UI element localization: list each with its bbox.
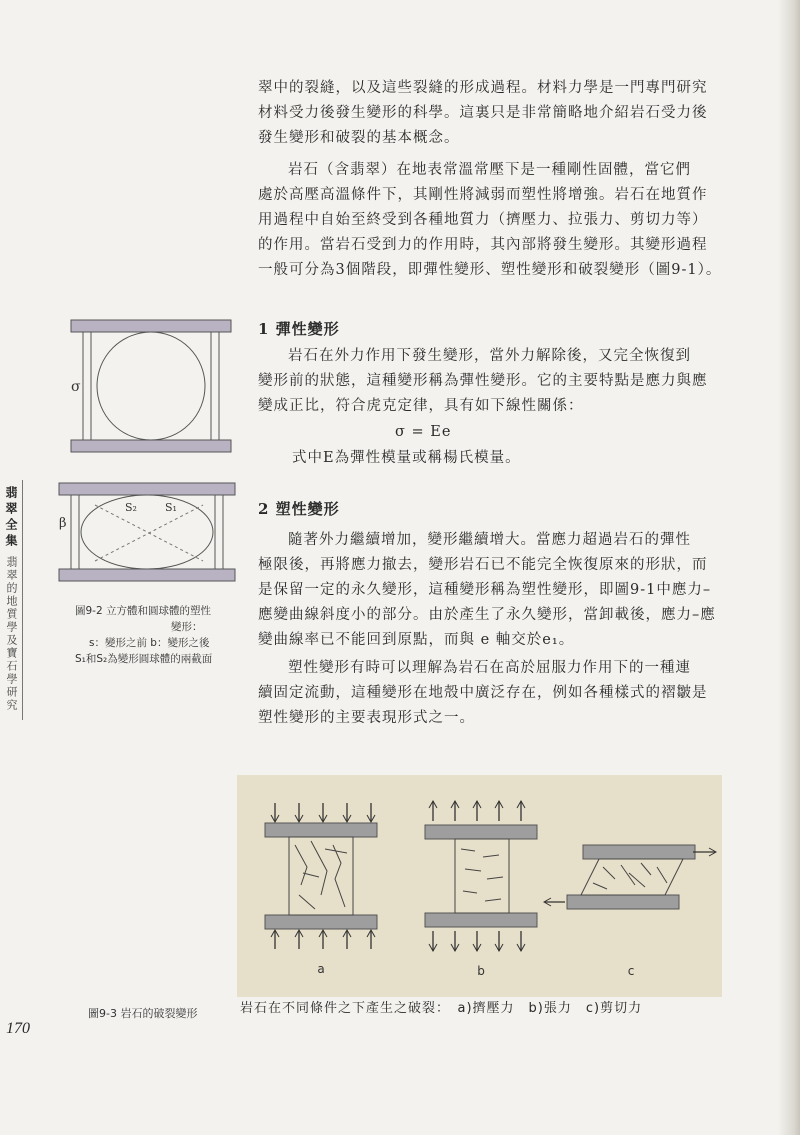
plastic-paragraph: 隨著外力繼續增加，變形繼續增大。當應力超過岩石的彈性 極限後，再將應力撤去，變形岩石已不能完全恢復原來的形狀，而 是保留一定的永久變形，這種變形稱為塑性變形，即圖9-1中應力– 應變曲線斜度小的部分。由於產生了永久變形，當卸載後，應力–應 變曲線率已不能回到原點，而與 e 軸交於e₁。 [258, 532, 716, 648]
page-gutter-shadow [778, 0, 800, 1135]
sidebar-book-title: 翡翠全集 [4, 486, 18, 550]
label-b: b [477, 964, 485, 978]
plastic-paragraph-2: 塑性變形有時可以理解為岩石在高於屈服力作用下的一種連 續固定流動，這種變形在地殼中廣泛存在，例如各種樣式的褶皺是 塑性變形的主要表現形式之一。 [258, 660, 708, 726]
sphere-before [97, 332, 205, 440]
c-bottom-plate [567, 895, 679, 909]
figure-9-2-caption: 圖9-2 立方體和圓球體的塑性 變形： s：變形之前 b：變形之後 S₁和S₂為變形圓球體的兩截面 [75, 605, 213, 665]
c-top-plate [583, 845, 695, 859]
figure-9-3-subtitle: 岩石在不同條件之下產生之破裂： a)擠壓力 b)張力 c)剪切力 [240, 1001, 643, 1016]
label-a: a [317, 962, 325, 976]
a-bottom-plate [265, 915, 377, 929]
cube-top-plate [71, 320, 231, 332]
figure-9-2-diagram [55, 315, 240, 590]
section-heading-elastic: 1 彈性變形 [258, 320, 340, 338]
beta-label: β [59, 516, 67, 531]
deformed-top-plate [59, 483, 235, 495]
figure-9-3-caption: 圖9-3 岩石的破裂變形 [88, 1007, 198, 1020]
elastic-paragraph: 岩石在外力作用下發生變形，當外力解除後，又完全恢復到 變形前的狀態，這種變形稱為彈性變形。它的主要特點是應力與應 變成正比，符合虎克定律，具有如下線性關係： [258, 348, 708, 414]
sidebar-divider [22, 480, 23, 720]
cube-bottom-plate [71, 440, 231, 452]
section-heading-plastic: 2 塑性變形 [258, 500, 340, 518]
b-top-plate [425, 825, 537, 839]
figure-9-3-diagram [237, 775, 722, 997]
rock-paragraph: 岩石（含翡翠）在地表常溫常壓下是一種剛性固體，當它們 處於高壓高溫條件下，其剛性將減弱而塑性將增強。岩石在地質作 用過程中自始至終受到各種地質力（擠壓力、拉張力、剪切力等） 的作用。當岩石受到力的作用時，其內部將發生變形。其變形過程 一般可分為3個階段，即彈性變形、塑性變形和破裂變形（圖9-1）。 [258, 162, 722, 278]
deformed-bottom-plate [59, 569, 235, 581]
a-top-plate [265, 823, 377, 837]
page-number: 170 [6, 1020, 30, 1037]
b-bottom-plate [425, 913, 537, 927]
sidebar-book-subtitle: 翡翠的地質學及寶石學研究 [5, 556, 18, 712]
hooke-formula: σ = Ee [395, 424, 452, 440]
formula-note: 式中E為彈性模量或稱楊氏模量。 [292, 450, 521, 466]
s1-label: S₁ [165, 501, 177, 514]
intro-paragraph: 翠中的裂縫，以及這些裂縫的形成過程。材料力學是一門專門研究 材料受力後發生變形的科學。這裏只是非常簡略地介紹岩石受力後 發生變形和破裂的基本概念。 [258, 80, 708, 146]
s2-label: S₂ [125, 501, 137, 514]
label-c: c [627, 964, 635, 978]
sigma-label: σ [71, 379, 81, 395]
